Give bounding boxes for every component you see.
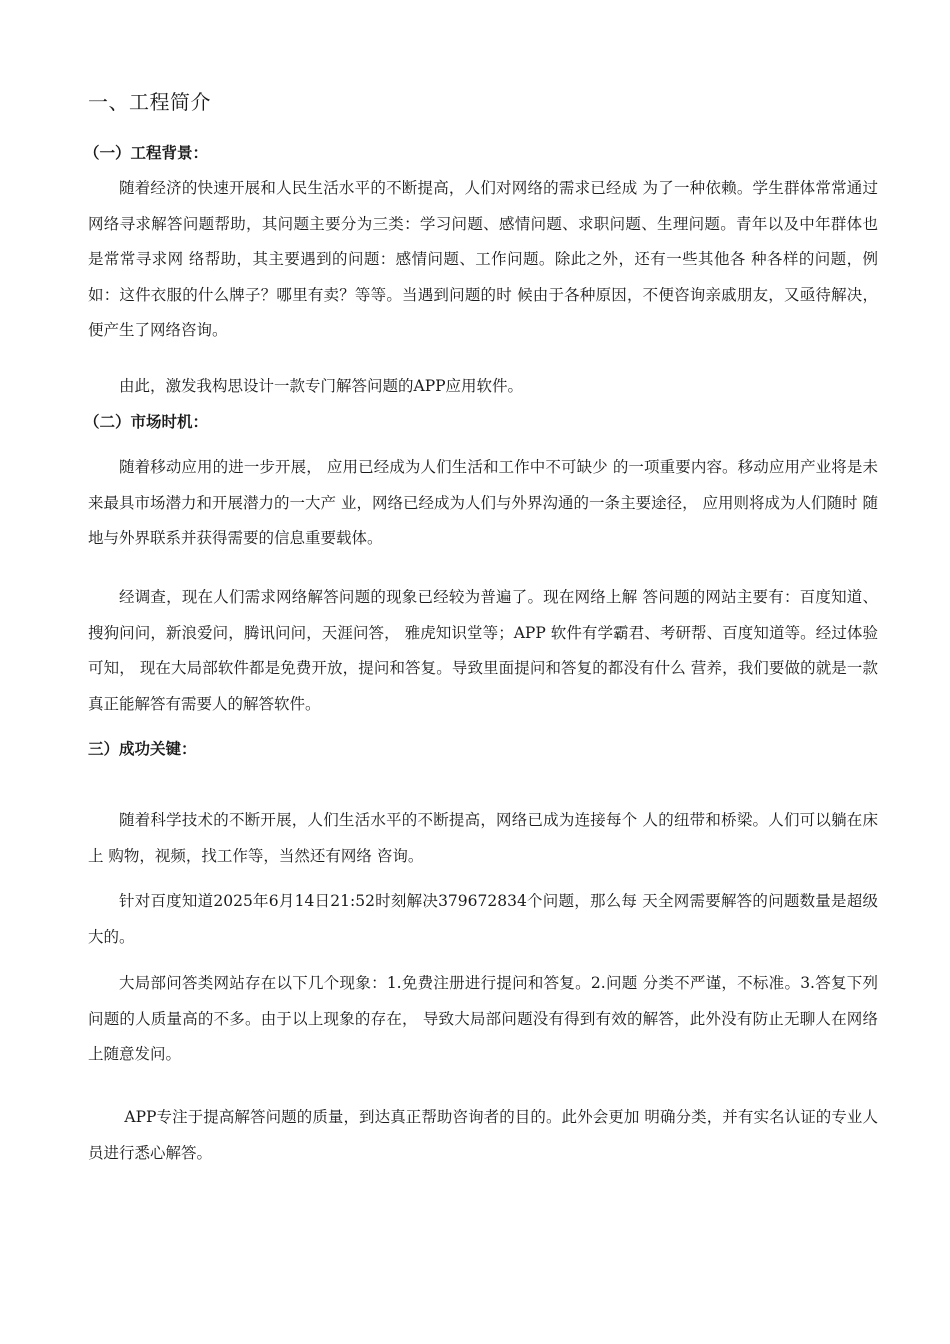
paragraph-background-2: 由此，激发我构思设计一款专门解答问题的APP应用软件。 xyxy=(119,377,524,395)
paragraph-market-2: 经调查，现在人们需求网络解答问题的现象已经较为普遍了。现在网络上解 答问题的网站主要有：百度知道、搜狗问问，新浪爱问，腾讯问问，天涯问答， 雅虎知识堂等；APP 软件有学霸君、考研帮、百度知道等。经过体验可知， 现在大局部软件都是免费开放，提问和答复。导致里面提问和答复的都没有什么 营养，我们要做的就是一款真正能解答有需要人的解答软件。 xyxy=(88,588,878,713)
paragraph-background-1: 随着经济的快速开展和人民生活水平的不断提高，人们对网络的需求已经成 为了一种依赖。学生群体常常通过网络寻求解答问题帮助，其问题主要分为三类：学习问题、感情问题、求职问题、生理问题。青年以及中年群体也是常常寻求网 络帮助，其主要遇到的问题：感情问题、工作问题。除此之外，还有一些其他各 种各样的问题，例如：这件衣服的什么牌子？哪里有卖？等等。当遇到问题的时 候由于各种原因，不便咨询亲戚朋友，又亟待解决，便产生了网络咨询。 xyxy=(88,179,878,339)
paragraph-market-1: 随着移动应用的进一步开展， 应用已经成为人们生活和工作中不可缺少 的一项重要内容。移动应用产业将是未来最具市场潜力和开展潜力的一大产 业，网络已经成为人们与外界沟通的一条主要途径， 应用则将成为人们随时 随地与外界联系并获得需要的信息重要载体。 xyxy=(88,458,878,547)
paragraph-success-2: 针对百度知道2025年6月14日21:52时刻解决379672834个问题，那么每 天全网需要解答的问题数量是超级大的。 xyxy=(88,892,878,946)
section-heading-background: （一）工程背景： xyxy=(84,143,209,162)
paragraph-success-1: 随着科学技术的不断开展，人们生活水平的不断提高，网络已成为连接每个 人的纽带和桥梁。人们可以躺在床上 购物，视频，找工作等，当然还有网络 咨询。 xyxy=(88,811,878,865)
paragraph-success-4: APP专注于提高解答问题的质量，到达真正帮助咨询者的目的。此外会更加 明确分类，并有实名认证的专业人员进行悉心解答。 xyxy=(88,1108,878,1162)
section-heading-success: 三）成功关键： xyxy=(88,739,197,758)
section-heading-market: （二）市场时机： xyxy=(84,412,209,431)
document-title: 一、工程简介 xyxy=(88,90,211,114)
paragraph-success-3: 大局部问答类网站存在以下几个现象：1.免费注册进行提问和答复。2.问题 分类不严谨，不标准。3.答复下列问题的人质量高的不多。由于以上现象的存在， 导致大局部问题没有得到有效的解答，此外没有防止无聊人在网络上随意发问。 xyxy=(88,974,878,1063)
